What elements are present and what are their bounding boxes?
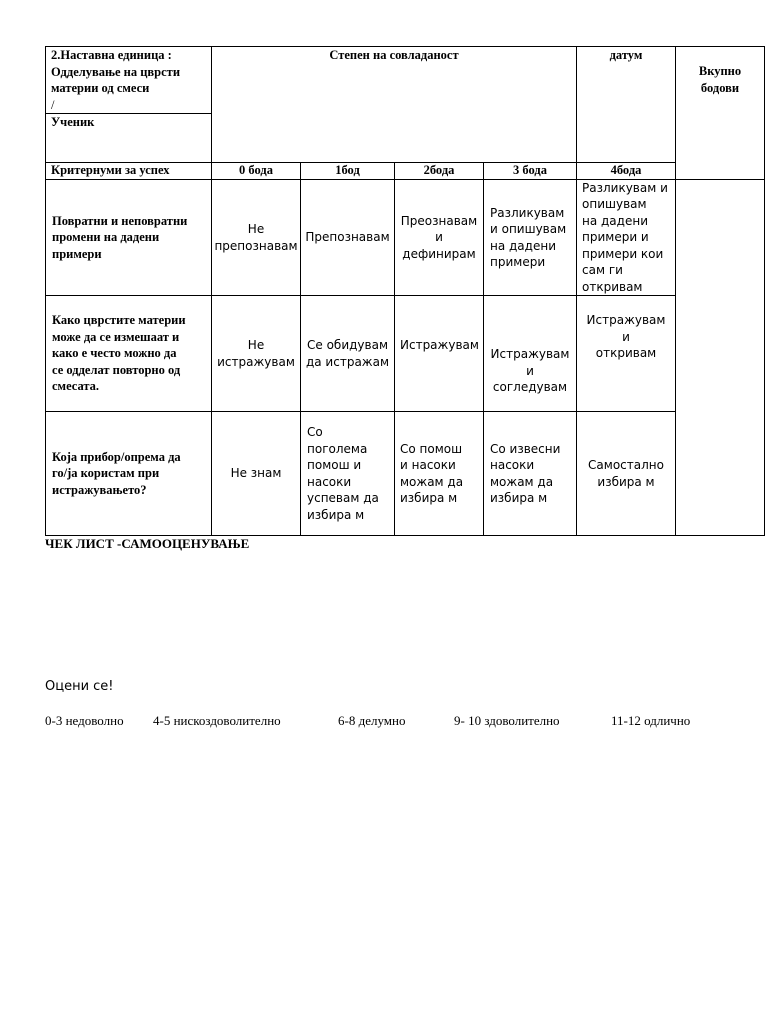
score-header-4-label: 4бода xyxy=(610,163,642,178)
criterion-3-line: Која прибор/опрема да xyxy=(52,449,181,464)
row-3-level-4 xyxy=(577,412,675,535)
level-text: насоки xyxy=(307,474,352,489)
row-3-level-0 xyxy=(212,412,300,535)
level-text: Со xyxy=(307,425,323,439)
criterion-3-line: го/ја користам при xyxy=(52,466,160,481)
row-1-level-4 xyxy=(577,180,675,295)
row-3-level-3 xyxy=(484,412,576,535)
level-text: Истражувам и xyxy=(586,313,666,344)
scale-item-2: 6-8 делумно xyxy=(338,713,406,728)
row-1-level-1 xyxy=(301,180,394,295)
criterion-1-line: Повратни и неповратни xyxy=(52,213,188,228)
level-text: откривам xyxy=(595,346,657,360)
criterion-1 xyxy=(46,180,211,295)
row-3-level-1 xyxy=(301,412,394,535)
level-text: насоки xyxy=(490,458,535,472)
level-text: Не xyxy=(247,222,265,236)
row-2-level-4 xyxy=(577,296,675,411)
student-cell xyxy=(46,114,211,162)
criterion-2-line: може да се измешаат и xyxy=(52,329,180,344)
row-2-level-1 xyxy=(301,296,394,411)
checklist-title: ЧЕК ЛИСТ -САМООЦЕНУВАЊЕ xyxy=(45,536,250,551)
scale-item-3: 9- 10 здоволително xyxy=(454,713,560,728)
level-text: Разликувам и xyxy=(582,180,668,195)
level-text: и согледувам xyxy=(492,363,568,394)
level-text: Преознавам xyxy=(400,213,478,228)
level-text: на дадени xyxy=(490,238,556,253)
score-header-1-label: 1бод xyxy=(335,163,360,178)
score-header-1 xyxy=(301,162,394,179)
lesson-number-label: 2.Наставна единица : xyxy=(51,48,172,62)
level-text: Самостално xyxy=(588,458,664,472)
level-text: Разликувам xyxy=(490,205,565,220)
level-text: и xyxy=(435,230,443,245)
level-text: Со помош xyxy=(400,441,463,456)
criterion-2-line: Како цврстите материи xyxy=(52,313,186,328)
level-text: избира м xyxy=(490,491,548,505)
level-text: помош и xyxy=(307,458,362,472)
rate-yourself-label: Оцени се! xyxy=(45,679,114,694)
criteria-header: Критернуми за успех xyxy=(51,163,170,178)
date-header: датум xyxy=(609,48,643,62)
level-text: избира м xyxy=(597,474,655,489)
criterion-3 xyxy=(46,412,211,535)
total-header-line-1: Вкупно xyxy=(698,64,742,78)
row-2-level-3 xyxy=(484,296,576,411)
level-text: истражувам xyxy=(217,354,295,369)
level-text: сам ги xyxy=(582,263,623,278)
level-text: да истражам xyxy=(305,354,390,369)
score-header-3-label: 3 бода xyxy=(513,163,547,178)
criterion-3-line: истражувањето? xyxy=(52,482,147,497)
level-text: Не xyxy=(247,338,265,352)
level-text: избира м xyxy=(400,491,458,505)
level-text: примери кои xyxy=(582,246,664,261)
criterion-2-line: се одделат повторно од xyxy=(52,362,181,377)
row-1-level-2 xyxy=(395,180,483,295)
level-text: поголема xyxy=(307,441,368,456)
level-text: Се обидувам xyxy=(307,338,388,352)
score-header-3 xyxy=(484,162,576,179)
date-header-cell xyxy=(577,47,675,162)
level-text: примери xyxy=(490,255,546,269)
level-text: откривам xyxy=(582,279,643,294)
mastery-header: Степен на совладаност xyxy=(329,48,459,62)
level-text: опишувам xyxy=(582,197,647,212)
total-header-line-2: бодови xyxy=(700,80,740,95)
score-header-0 xyxy=(212,162,300,179)
lesson-title-line-2: материи од смеси xyxy=(51,81,150,95)
criteria-header-cell xyxy=(46,162,211,179)
row-1-level-3 xyxy=(484,180,576,295)
criterion-1-line: промени на дадени xyxy=(52,230,160,245)
row-2-level-2 xyxy=(395,296,483,411)
scale-item-4: 11-12 одлично xyxy=(611,713,691,728)
level-text: Истражувам xyxy=(490,347,570,361)
mastery-header-cell xyxy=(212,47,576,162)
level-text: и опишувам xyxy=(490,222,567,236)
level-text: на дадени xyxy=(582,213,648,228)
score-header-2-label: 2бода xyxy=(423,163,455,178)
total-header-cell xyxy=(676,63,764,103)
criterion-2-line: смесата. xyxy=(52,379,100,394)
score-header-2 xyxy=(395,162,483,179)
score-header-0-label: 0 бода xyxy=(239,163,273,178)
criterion-2-line: како е често можно да xyxy=(52,346,177,361)
level-text: можам да xyxy=(400,474,464,489)
student-label: Ученик xyxy=(51,115,95,129)
score-header-4 xyxy=(577,162,675,179)
row-1-level-0 xyxy=(212,180,300,295)
scale-item-1: 4-5 нискоздоволително xyxy=(153,713,281,728)
level-text: успевам да xyxy=(307,491,379,505)
level-text: Истражувам xyxy=(400,338,479,352)
criterion-1-line: примери xyxy=(52,246,102,261)
level-text: и насоки xyxy=(400,458,456,472)
scale-item-0: 0-3 недоволно xyxy=(45,713,124,728)
level-text: препознавам xyxy=(214,238,298,253)
level-text: дефинирам xyxy=(402,246,476,261)
row-3-level-2 xyxy=(395,412,483,535)
lesson-title-line-1: Одделување на цврсти xyxy=(51,64,181,79)
lesson-title-slash: / xyxy=(51,97,55,112)
level-text: можам да xyxy=(490,474,554,489)
level-text: Не знам xyxy=(230,466,282,481)
level-text: избира м xyxy=(307,507,365,522)
level-text: примери и xyxy=(582,230,649,245)
level-text: Препознавам xyxy=(305,230,390,245)
row-2-level-0 xyxy=(212,296,300,411)
criterion-2 xyxy=(46,296,211,411)
lesson-title-cell xyxy=(46,47,211,113)
level-text: Со извесни xyxy=(490,441,561,456)
